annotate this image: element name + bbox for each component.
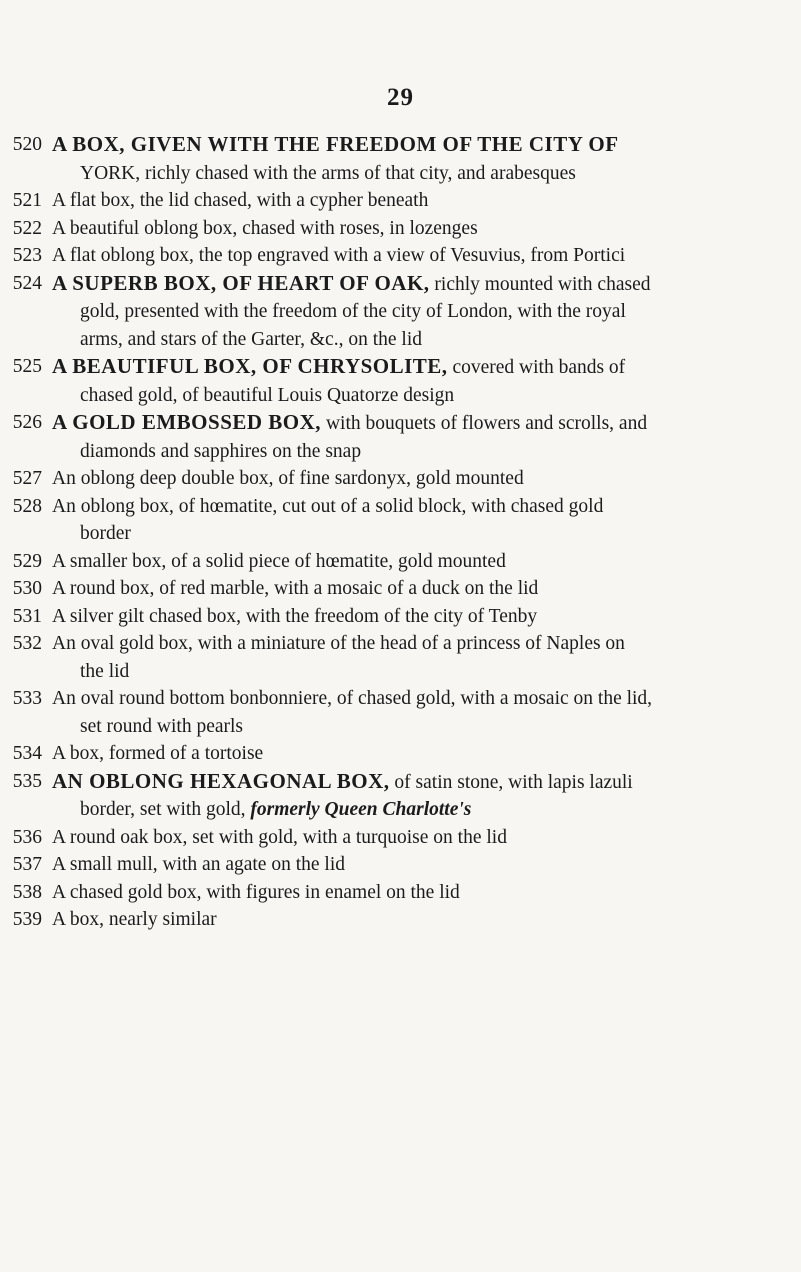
entry-description [52,548,795,576]
entry-heading-rest: of satin stone, with lapis lazuli [389,771,633,793]
entry-line-1 [52,768,633,793]
entry-continuation-line [52,796,795,824]
catalogue-entry [0,215,801,243]
entry-continuation-line [52,520,795,548]
entry-line-1: An oblong deep double box, of fine sardonyx, gold mounted [52,468,524,489]
entry-number: 536 [12,826,42,848]
catalogue-entry [0,851,801,879]
entry-number: 533 [12,688,42,709]
catalogue-entry [0,409,801,465]
entry-description [52,409,795,465]
entry-number: 528 [12,495,42,517]
entry-line-1 [52,410,648,434]
entry-continuation-line [52,160,795,188]
entry-description [52,768,795,824]
catalogue-entry [0,270,801,354]
entry-number: 531 [12,605,42,627]
entry-continuation-line [52,382,795,410]
entry-number: 530 [12,578,42,599]
entry-line-1: An oblong box, of hœmatite, cut out of a solid block, with chased gold [52,495,604,517]
entry-line-1: An oval round bottom bonbonniere, of chased gold, with a mosaic on the lid, [52,688,653,709]
entry-number: 523 [12,245,42,266]
entry-description [52,603,795,631]
catalogue-entry [0,630,801,685]
entry-description [52,270,795,354]
entry-number: 534 [12,743,42,764]
entry-description [52,879,795,907]
catalogue-entry [0,131,801,187]
entry-number: 529 [12,550,42,572]
entry-number: 524 [12,272,42,294]
entry-continuation-text: chased gold, of beautiful Louis Quatorze design [80,384,455,406]
entry-line-1: A chased gold box, with figures in enamel on the lid [52,881,460,903]
catalogue-entry [0,603,801,631]
entry-description [52,353,795,409]
entry-continuation-line [52,658,795,686]
entry-line-1 [52,132,619,156]
entry-continuation-text: set round with pearls [80,715,244,737]
page-number: 29 [387,84,414,111]
catalogue-entry [0,879,801,907]
entry-description [52,465,795,493]
entry-continuation-line [52,326,795,354]
catalogue-entry [0,242,801,270]
entry-description [52,242,795,270]
catalogue-entry [0,740,801,768]
catalogue-entry [0,493,801,548]
entry-number: 522 [12,217,42,239]
entry-continuation-line [52,713,795,741]
entry-number: 537 [12,854,42,875]
entry-heading-caps: A BEAUTIFUL BOX, OF CHRYSOLITE, [52,354,448,378]
entry-description [52,575,795,603]
entry-number: 526 [12,412,42,433]
entry-heading-caps: A BOX, GIVEN WITH THE FREEDOM OF THE CITY OF [52,132,619,156]
entry-description [52,824,795,852]
entry-heading-caps: A GOLD EMBOSSED BOX, [52,410,322,434]
entry-description [52,215,795,243]
entry-line-1: A box, nearly similar [52,909,217,930]
entry-continuation-text: border, set with gold, [80,799,251,820]
catalogue-entry [0,906,801,934]
entry-continuation-text: YORK, richly chased with the arms of that city, and arabesques [80,162,576,184]
entry-description [52,906,795,934]
catalogue-entries [0,131,801,934]
entry-description [52,493,795,548]
entry-line-1: A round oak box, set with gold, with a turquoise on the lid [52,826,507,848]
entry-heading-caps: AN OBLONG HEXAGONAL BOX, [52,768,390,793]
entry-provenance-note: formerly Queen Charlotte's [250,799,472,820]
entry-heading-rest: with bouquets of flowers and scrolls, and [321,413,648,434]
catalogue-entry [0,548,801,576]
entry-continuation-line [52,298,795,326]
entry-heading-caps: A SUPERB BOX, OF HEART OF OAK, [52,270,430,295]
entry-number: 520 [12,134,42,155]
catalogue-entry [0,685,801,740]
entry-continuation-text: diamonds and sapphires on the snap [80,440,362,462]
entry-description [52,131,795,187]
entry-description [52,187,795,215]
catalogue-entry [0,824,801,852]
catalogue-entry [0,465,801,493]
entry-description [52,685,795,740]
entry-line-1: A smaller box, of a solid piece of hœmatite, gold mounted [52,550,506,572]
entry-line-1: A flat box, the lid chased, with a cypher beneath [52,190,429,211]
entry-description [52,630,795,685]
entry-line-1: A round box, of red marble, with a mosaic of a duck on the lid [52,578,539,599]
entry-line-1: A silver gilt chased box, with the freedom of the city of Tenby [52,605,538,627]
entry-number: 521 [12,190,42,211]
entry-line-1: A beautiful oblong box, chased with roses, in lozenges [52,217,478,239]
entry-number: 527 [12,468,42,489]
entry-heading-rest: covered with bands of [447,357,626,378]
catalogue-entry [0,187,801,215]
catalogue-entry [0,353,801,409]
entry-number: 532 [12,633,42,654]
entry-line-1: A small mull, with an agate on the lid [52,854,345,875]
entry-line-1: A flat oblong box, the top engraved with a view of Vesuvius, from Portici [52,245,626,266]
entry-line-1: An oval gold box, with a miniature of the head of a princess of Naples on [52,633,625,654]
entry-description [52,851,795,879]
entry-number: 525 [12,356,42,377]
entry-line-1 [52,354,626,378]
entry-heading-rest: richly mounted with chased [429,273,651,295]
entry-continuation-line [52,438,795,466]
entry-continuation-text: border [80,523,131,544]
catalogue-entry [0,575,801,603]
catalogue-entry [0,768,801,824]
entry-number: 538 [12,881,42,903]
entry-continuation-text: gold, presented with the freedom of the city of London, with the royal [80,301,626,322]
entry-line-1 [52,270,651,295]
entry-continuation-text: arms, and stars of the Garter, &c., on the lid [80,328,422,350]
entry-continuation-text: the lid [80,660,130,682]
entry-line-1: A box, formed of a tortoise [52,743,264,764]
entry-description [52,740,795,768]
entry-number: 535 [12,770,42,792]
entry-number: 539 [12,909,42,930]
